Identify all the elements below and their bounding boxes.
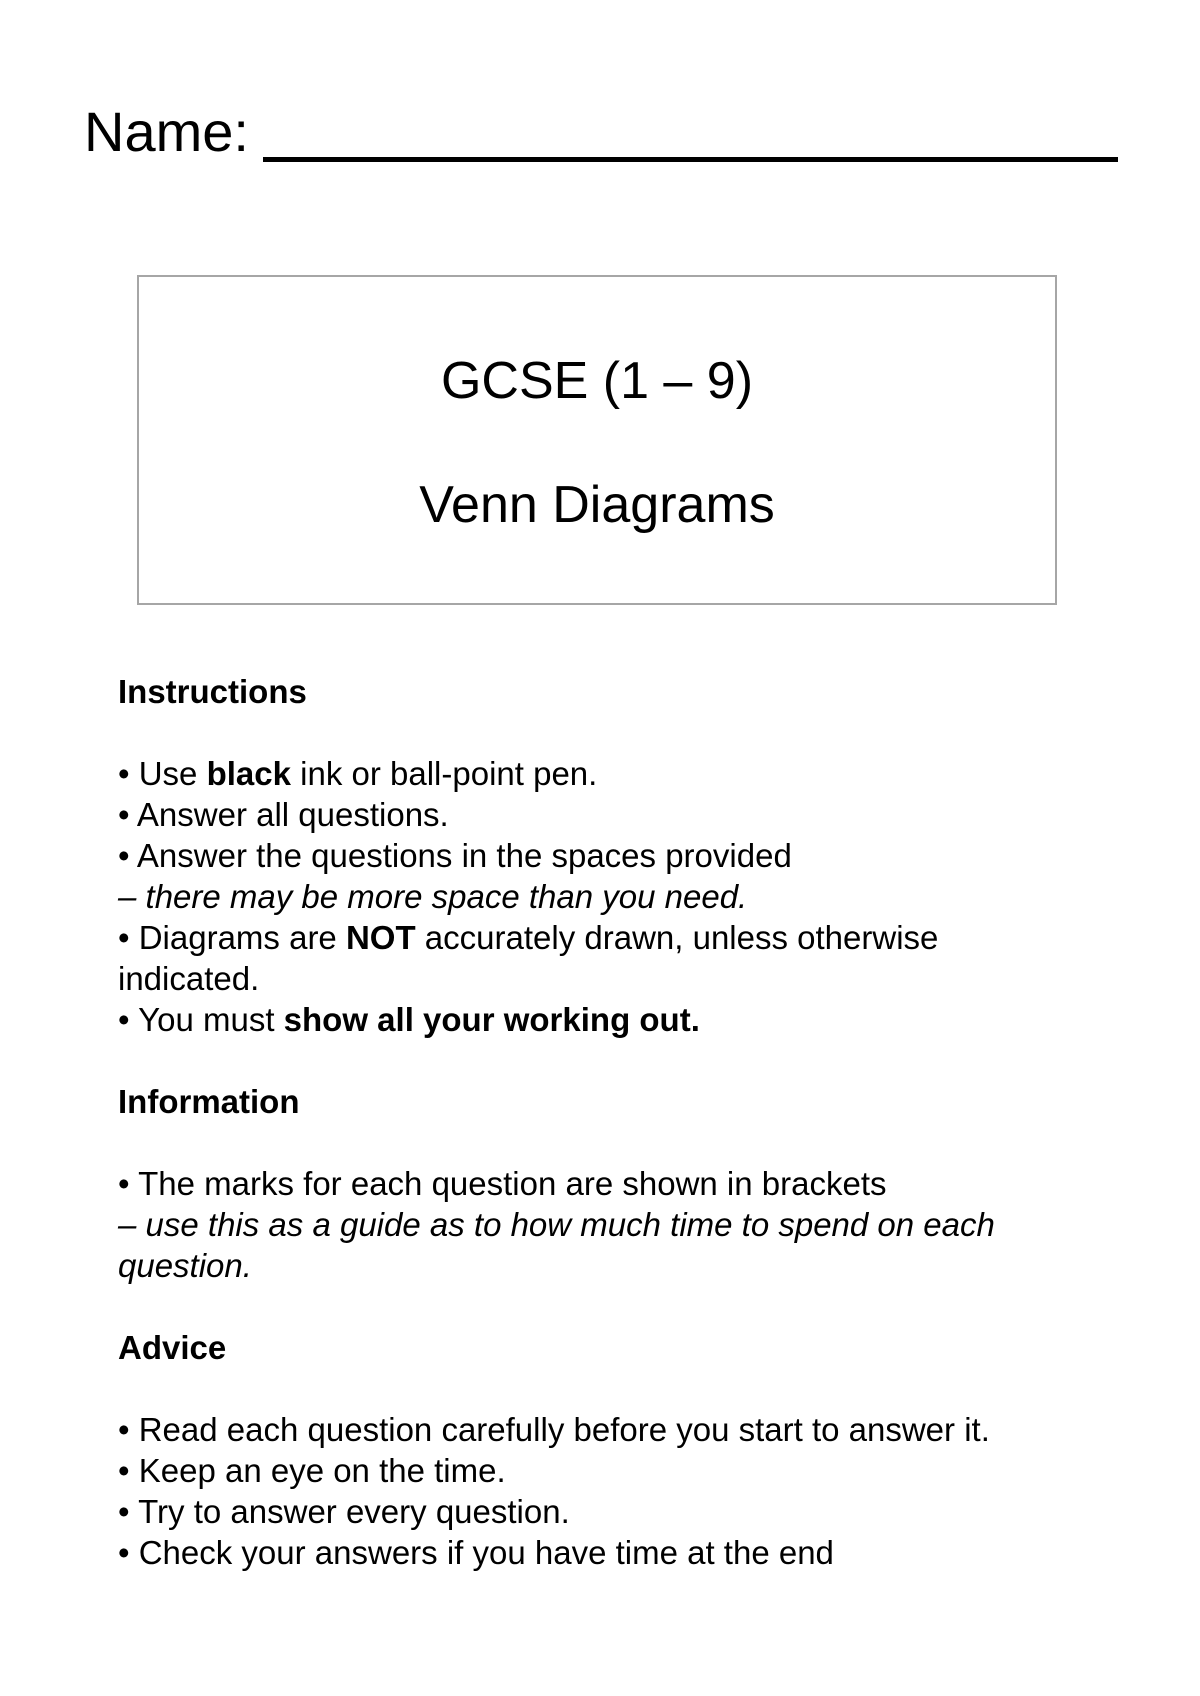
advice-item: • Keep an eye on the time. (118, 1452, 506, 1489)
information-heading: Information (118, 1083, 300, 1120)
topic-title: Venn Diagrams (419, 476, 775, 534)
instruction-spaces-note-text: – there may be more space than you need. (118, 878, 748, 915)
instruction-ink-bold: black (206, 755, 291, 792)
instruction-ink (118, 753, 1118, 794)
instruction-working (118, 999, 1118, 1040)
front-page-content (118, 671, 1118, 1573)
advice-item: • Check your answers if you have time at the end (118, 1534, 834, 1571)
name-label: Name: (84, 100, 249, 163)
instruction-ink-post: ink or ball-point pen. (290, 755, 598, 792)
information-marks-note-1 (118, 1204, 1118, 1245)
instruction-working-bold: show all your working out. (283, 1001, 700, 1038)
instruction-diagrams-cont: indicated. (118, 960, 260, 997)
instruction-diagrams (118, 917, 1118, 958)
instruction-spaces: • Answer the questions in the spaces provided (118, 837, 792, 874)
instructions-heading: Instructions (118, 673, 307, 710)
instruction-working-pre: • You must (118, 1001, 284, 1038)
instruction-spaces-note (118, 876, 1118, 917)
name-answer-line[interactable] (263, 157, 1118, 162)
name-field-row (84, 100, 1118, 164)
advice-item: • Read each question carefully before you start to answer it. (118, 1411, 990, 1448)
instruction-diagrams-post: accurately drawn, unless otherwise (415, 919, 939, 956)
instruction-ink-pre: • Use (118, 755, 207, 792)
advice-item: • Try to answer every question. (118, 1493, 570, 1530)
instruction-diagrams-bold: NOT (345, 919, 416, 956)
information-marks: • The marks for each question are shown in brackets (118, 1165, 887, 1202)
information-marks-note-1-text: – use this as a guide as to how much time to spend on each (118, 1206, 995, 1243)
instruction-answer-all: • Answer all questions. (118, 796, 449, 833)
title-box (137, 275, 1057, 605)
information-marks-note-2-text: question. (118, 1247, 252, 1284)
advice-heading: Advice (118, 1329, 227, 1366)
instruction-diagrams-pre: • Diagrams are (118, 919, 346, 956)
exam-level-title: GCSE (1 – 9) (440, 352, 754, 410)
information-marks-note-2 (118, 1245, 1118, 1286)
